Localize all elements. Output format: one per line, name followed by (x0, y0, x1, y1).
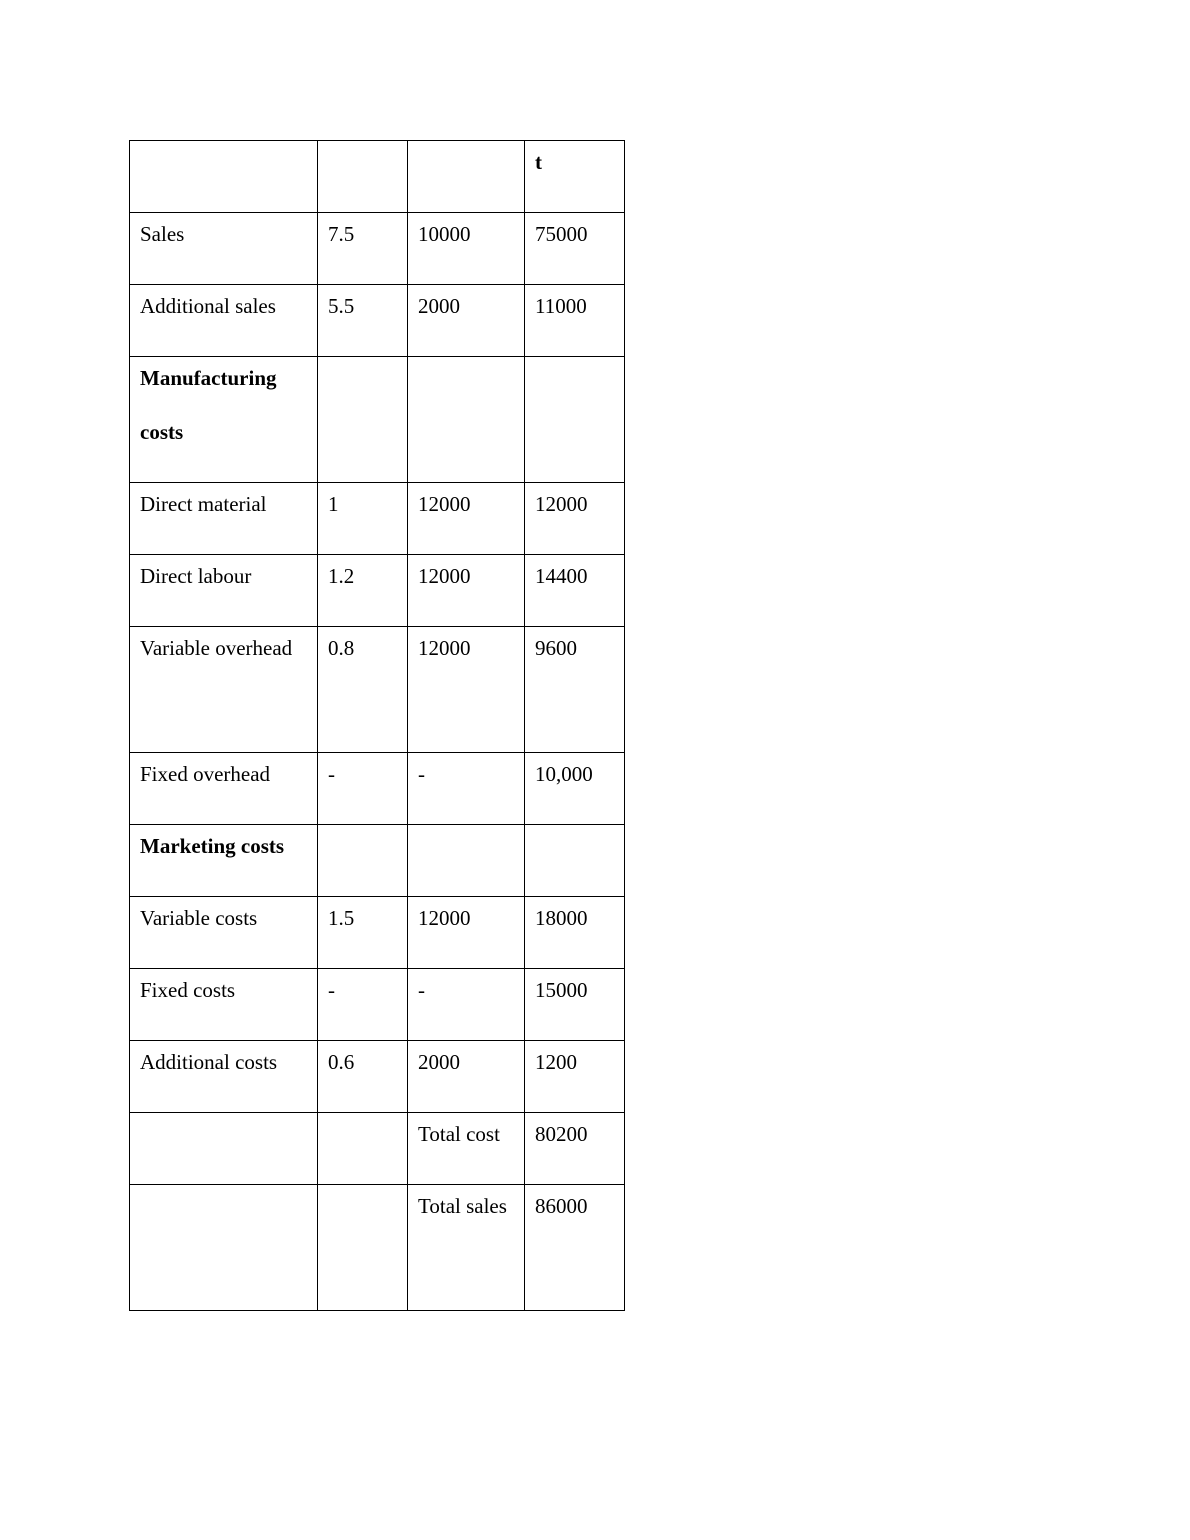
total-cell: 18000 (525, 897, 625, 969)
rate-cell: 0.6 (318, 1041, 408, 1113)
table-row (130, 753, 625, 825)
units-cell: 12000 (408, 897, 525, 969)
units-cell (408, 357, 525, 483)
row-label-cell: Additional sales (130, 285, 318, 357)
section-header-row (130, 825, 625, 897)
section-header-row (130, 357, 625, 483)
rate-cell (318, 825, 408, 897)
total-sales-value: 86000 (525, 1185, 625, 1311)
table-cell (130, 141, 318, 213)
table-row (130, 483, 625, 555)
total-cell: 12000 (525, 483, 625, 555)
section-label-cell: Marketing costs (130, 825, 318, 897)
total-cell: 10,000 (525, 753, 625, 825)
row-label-cell: Fixed costs (130, 969, 318, 1041)
total-cell: 75000 (525, 213, 625, 285)
total-cell: 15000 (525, 969, 625, 1041)
section-label-cell: Manufacturing costs (130, 357, 318, 483)
row-label-cell: Variable costs (130, 897, 318, 969)
total-cell: 1200 (525, 1041, 625, 1113)
total-cell: 14400 (525, 555, 625, 627)
row-label-cell: Variable overhead (130, 627, 318, 753)
table-row (130, 1041, 625, 1113)
table-cell (408, 141, 525, 213)
rate-cell: 1.2 (318, 555, 408, 627)
rate-cell (318, 357, 408, 483)
table-row (130, 627, 625, 753)
units-cell: 12000 (408, 483, 525, 555)
rate-cell: 5.5 (318, 285, 408, 357)
table-cell (318, 141, 408, 213)
rate-cell (318, 1185, 408, 1311)
table-row (130, 969, 625, 1041)
total-cost-value: 80200 (525, 1113, 625, 1185)
units-cell: - (408, 969, 525, 1041)
units-cell: 2000 (408, 1041, 525, 1113)
table-row (130, 285, 625, 357)
row-label-cell: Additional costs (130, 1041, 318, 1113)
total-cell: 9600 (525, 627, 625, 753)
row-label-cell (130, 1185, 318, 1311)
row-label-cell: Direct material (130, 483, 318, 555)
units-cell (408, 825, 525, 897)
rate-cell: - (318, 969, 408, 1041)
table-cell: t (525, 141, 625, 213)
rate-cell: 0.8 (318, 627, 408, 753)
rate-cell: 1.5 (318, 897, 408, 969)
total-cost-row (130, 1113, 625, 1185)
row-label-cell: Fixed overhead (130, 753, 318, 825)
cost-table (129, 140, 625, 1311)
row-label-cell: Sales (130, 213, 318, 285)
rate-cell: - (318, 753, 408, 825)
units-cell: 12000 (408, 555, 525, 627)
rate-cell (318, 1113, 408, 1185)
total-sales-row (130, 1185, 625, 1311)
table-row (130, 897, 625, 969)
units-cell: 2000 (408, 285, 525, 357)
total-cell: 11000 (525, 285, 625, 357)
units-cell: 10000 (408, 213, 525, 285)
total-cell (525, 825, 625, 897)
rate-cell: 7.5 (318, 213, 408, 285)
row-label-cell: Direct labour (130, 555, 318, 627)
table-row (130, 213, 625, 285)
total-cell (525, 357, 625, 483)
units-cell: - (408, 753, 525, 825)
rate-cell: 1 (318, 483, 408, 555)
row-label-cell (130, 1113, 318, 1185)
total-sales-label: Total sales (408, 1185, 525, 1311)
table-header-row (130, 141, 625, 213)
total-cost-label: Total cost (408, 1113, 525, 1185)
table-row (130, 555, 625, 627)
units-cell: 12000 (408, 627, 525, 753)
